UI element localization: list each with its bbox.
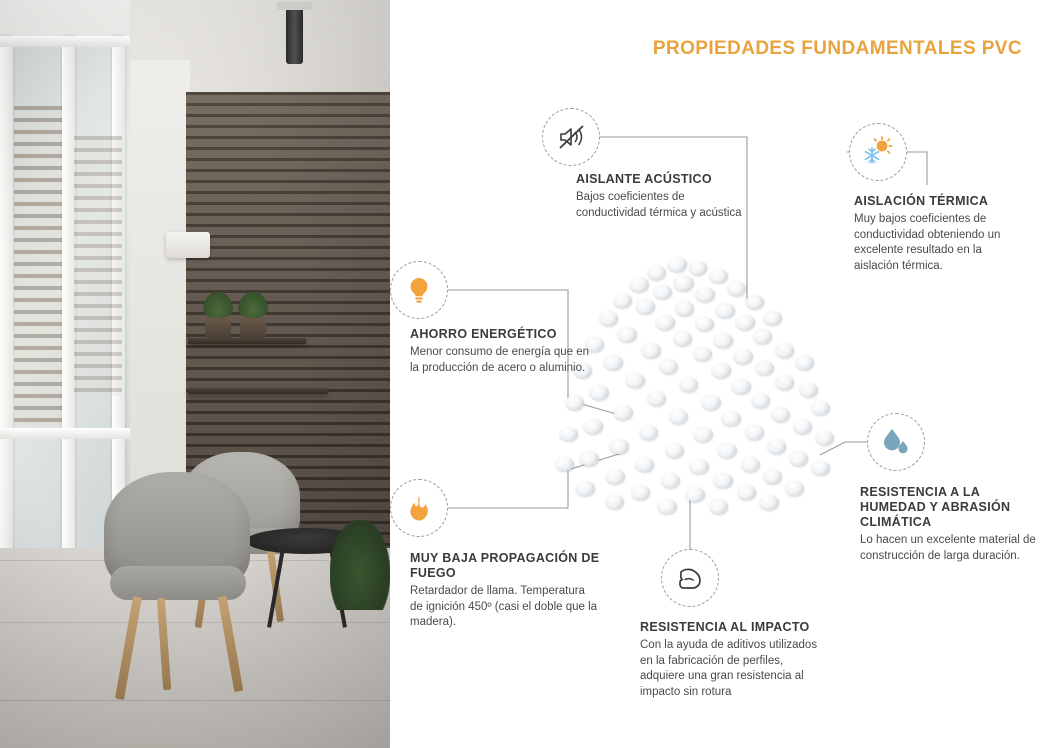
- flame-icon-badge: [390, 479, 448, 537]
- muted-speaker-icon-badge: [542, 108, 600, 166]
- muted-speaker-icon: [556, 122, 586, 152]
- item-resistencia-impacto: [640, 620, 825, 700]
- item-aislante-acustico: [576, 172, 751, 221]
- item-text: Con la ayuda de aditivos utilizados en la fabricación de perfiles, adquiere una gran resistencia al impacto sin rotura: [640, 639, 818, 698]
- item-resistencia-humedad: [860, 485, 1040, 564]
- item-title: AHORRO ENERGÉTICO: [410, 327, 557, 341]
- sun-snowflake-icon-badge: [849, 123, 907, 181]
- water-drops-icon: [880, 426, 912, 458]
- item-title: RESISTENCIA A LA HUMEDAD Y ABRASIÓN CLIMÁTICA: [860, 485, 1011, 529]
- water-drops-icon-badge: [867, 413, 925, 471]
- item-title: MUY BAJA PROPAGACIÓN DE FUEGO: [410, 551, 600, 580]
- interior-photo: [0, 0, 390, 748]
- page-title: PROPIEDADES FUNDAMENTALES PVC: [652, 38, 1022, 59]
- biceps-icon-badge: [661, 549, 719, 607]
- flame-icon: [404, 493, 434, 523]
- biceps-icon: [675, 563, 705, 593]
- item-aislacion-termica: [854, 194, 1026, 274]
- item-ahorro-energetico: [410, 327, 590, 376]
- photo-vignette: [0, 0, 390, 748]
- item-title: AISLANTE ACÚSTICO: [576, 172, 712, 186]
- item-title: RESISTENCIA AL IMPACTO: [640, 620, 810, 634]
- lightbulb-icon-badge: [390, 261, 448, 319]
- item-text: Bajos coeficientes de conductividad térmica y acústica: [576, 191, 742, 219]
- item-text: Muy bajos coeficientes de conductividad obteniendo un excelente resultado en la aislación térmica.: [854, 213, 1001, 272]
- item-title: AISLACIÓN TÉRMICA: [854, 194, 989, 208]
- item-text: Retardador de llama. Temperatura de ignición 450º (casi el doble que la madera).: [410, 585, 598, 628]
- diagram-panel: [390, 0, 1062, 748]
- sun-snowflake-icon: [861, 136, 895, 168]
- pvc-pellets-illustration: [550, 255, 840, 525]
- item-text: Lo hacen un excelente material de construcción de larga duración.: [860, 534, 1036, 562]
- item-propagacion-fuego: [410, 551, 600, 631]
- lightbulb-icon: [405, 275, 433, 305]
- item-text: Menor consumo de energía que en la producción de acero o aluminio.: [410, 346, 590, 374]
